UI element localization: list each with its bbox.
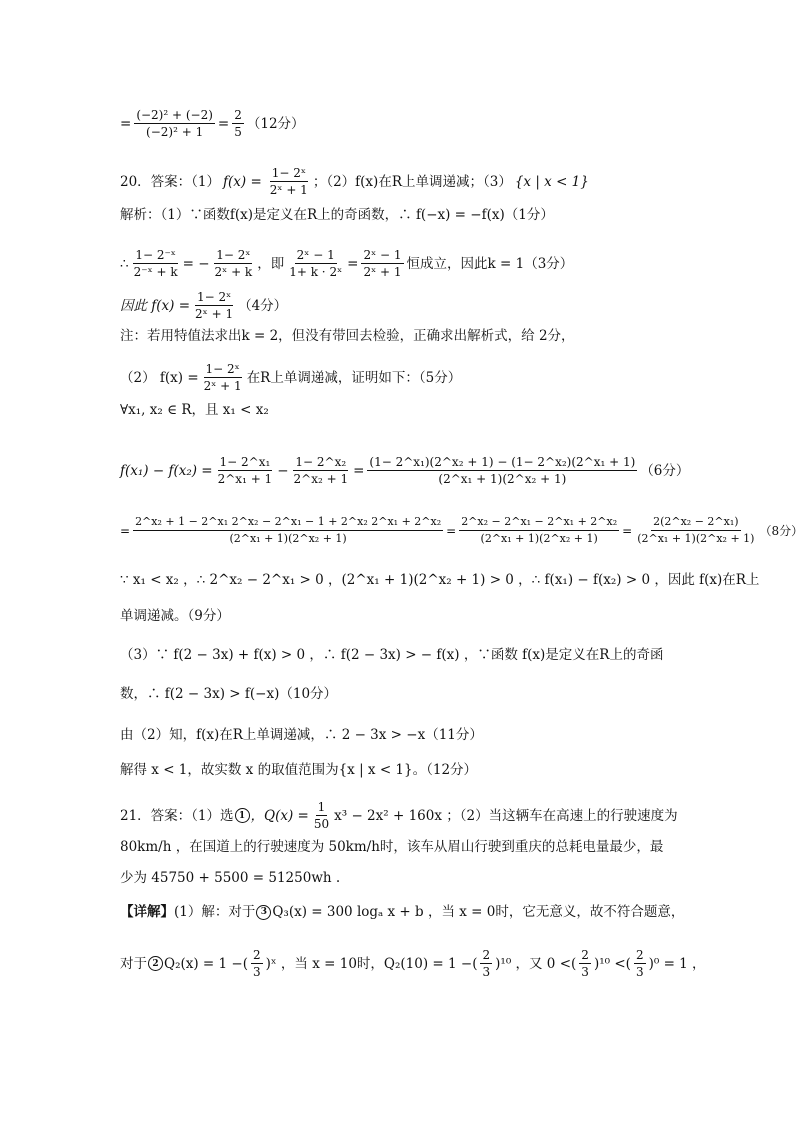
q20-note: 注：若用特值法求出k = 2，但没有带回去检验，正确求出解析式，给 2分， — [120, 328, 575, 344]
q19-final-equation: = $\frac{\text{(−2)² + (−2)}}{\text{(−2)² + 1}}$ = $\frac{2}{5}$ （12分） — [120, 108, 305, 139]
q20-difference: f(x₁) − f(x₂) = $\frac{\text{1− 2\textasciicircum{}x₁}}{\text{2\textasciicircum{}x₁ + 1}}$ − $\frac{\text{1− 2\textasciicircum{}x₂}}{\text{2\textasciicircum{}x₂ + 1}}$ = $\frac{\text{(1− 2\textasciicircum{}x₁)(2\textasciicircum{}x₂ + 1) − (1− 2\textasciicircum{}x₂)(2\textasciicircum{}x₁ + 1)}}{\text{(2\textasciicircum{}x₁ + 1)(2\textasciicircum{}x₂ + 1)}}$ （6分） — [120, 455, 690, 486]
q20-expansion: = $\frac{\text{2\textasciicircum{}x₂ + 1 − 2\textasciicircum{}x₁ 2\textasciicircum{}x₂ − 2\textasciicircum{}x₁ − 1 + 2\textasciicircum{}x₂ 2\textasciicircum{}x₁ + 2\textasciicircum{}x₂}}{\text{(2\textasciicircum{}x₁ + 1)(2\textasciicircum{}x₂ + 1)}}$ = $\frac{\text{2\textasciicircum{}x₂ − 2\textasciicircum{}x₁ − 2\textasciicircum{}x₁ + 2\textasciicircum{}x₂}}{\text{(2\textasciicircum{}x₁ + 1)(2\textasciicircum{}x₂ + 1)}}$ = $\frac{\text{2(2\textasciicircum{}x₂ − 2\textasciicircum{}x₁)}}{\text{(2\textasciicircum{}x₁ + 1)(2\textasciicircum{}x₂ + 1)}}$ （8分） — [120, 515, 803, 545]
q20-part-2: （2） f(x) = $\frac{\text{1− 2ˣ}}{\text{2ˣ + 1}}$ 在R上单调递减，证明如下：（5分） — [120, 362, 462, 393]
choice-3-badge: 3 — [256, 905, 271, 920]
choice-2-badge: 2 — [148, 956, 163, 971]
q20-since-2: 单调递减。（9分） — [120, 608, 230, 624]
q20-part-3-3: 由（2）知，f(x)在R上单调递减，∴ 2 − 3x > −x（11分） — [120, 727, 483, 743]
q20-analysis-1: 解析：（1）∵函数f(x)是定义在R上的奇函数，∴ f(−x) = −f(x)（1分） — [120, 207, 554, 223]
q20-part-3-1: （3）∵ f(2 − 3x) + f(x) > 0 ，∴ f(2 − 3x) > − f(x) ，∵函数 f(x)是定义在R上的奇函 — [120, 647, 664, 663]
q19-value: $\frac{2}{5}$ — [234, 108, 242, 139]
q20-since: ∵ x₁ < x₂ ，∴ 2^x₂ − 2^x₁ > 0 ，(2^x₁ + 1)(2^x₂ + 1) > 0 ，∴ f(x₁) − f(x₂) > 0 ，因此 f(x)在R上 — [120, 572, 760, 588]
q21-line-3: 少为 45750 + 5500 = 51250wh . — [120, 870, 341, 886]
q21-line-2: 80km/h ，在国道上的行驶速度为 50km/h时，该车从眉山行驶到重庆的总耗电量最少，最 — [120, 839, 664, 855]
q21-detail-2: 对于 2 Q₂(x) = 1 − ( $\frac{2}{3}$ ) ˣ ，当 x = 10时，Q₂(10) = 1 − ( $\frac{2}{3}$ ) ¹⁰ ，又 0 < ( $\frac{2}{3}$ ) ¹⁰ < ( $\frac{2}{3}$ ) ⁰ = 1 ， — [120, 948, 706, 979]
q21-detail: 【详解】 (1）解：对于 3 Q₃(x) = 300 logₐ x + b ，当 x = 0时，它无意义，故不符合题意， — [120, 904, 685, 920]
q20-part-3-4: 解得 x < 1，故实数 x 的取值范围为{x | x < 1}。（12分） — [120, 762, 478, 778]
q20-step-3: 因此 f(x) = $\frac{\text{1− 2ˣ}}{\text{2ˣ + 1}}$ （4分） — [120, 290, 288, 321]
q20-part-3-2: 数，∴ f(2 − 3x) > f(−x)（10分） — [120, 686, 338, 702]
q19-fraction: $\frac{\text{(−2)² + (−2)}}{\text{(−2)² + 1}}$ — [136, 108, 213, 139]
q20-forall: ∀x₁, x₂ ∈ R，且 x₁ < x₂ — [120, 402, 269, 418]
q20-answer: 20．答案：（1） f(x) = $\frac{\text{1− 2ˣ}}{\text{2ˣ + 1}}$ ；（2） f(x)在R上单调递减；（3） {x | x < 1} — [120, 166, 589, 197]
choice-1-badge: 1 — [235, 808, 250, 823]
q21-answer: 21．答案：（1）选 1 ，Q(x) = $\frac{1}{50}$ x³ − 2x² + 160x ；（2）当这辆车在高速上的行驶速度为 — [120, 800, 678, 831]
q20-step-2: ∴ $\frac{\text{1− 2⁻ˣ}}{\text{2⁻ˣ + k}}$ = − $\frac{\text{1− 2ˣ}}{\text{2ˣ + k}}$ ，即 $\frac{\text{2ˣ − 1}}{\text{1+ k · 2ˣ}}$ = $\frac{\text{2ˣ − 1}}{\text{2ˣ + 1}}$ 恒成立，因此k = 1（3分） — [120, 248, 574, 279]
